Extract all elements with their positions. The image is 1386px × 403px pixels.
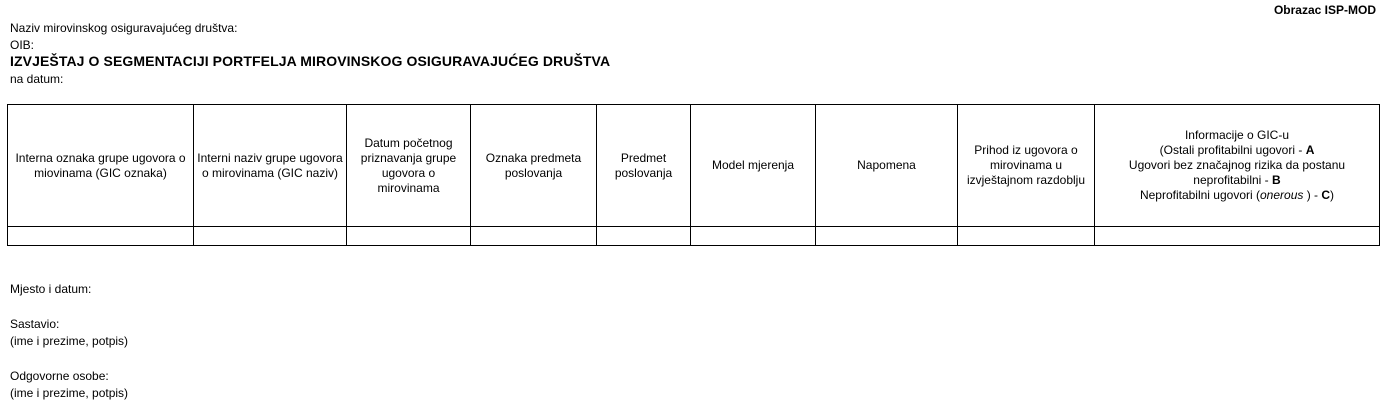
cell-gic-name[interactable] [194, 227, 347, 246]
gic-info-category-b: neprofitabilni - B [1193, 173, 1281, 187]
col-header-measurement-model: Model mjerenja [691, 105, 816, 227]
company-name-label: Naziv mirovinskog osiguravajućeg društva: [10, 21, 238, 35]
col-header-gic-name: Interni naziv grupe ugovora o mirovinama (GIC naziv) [194, 105, 347, 227]
col-header-gic-code: Interna oznaka grupe ugovora o miovinama (GIC oznaka) [8, 105, 194, 227]
place-date-label: Mjesto i datum: [10, 282, 92, 296]
cell-gic-code[interactable] [8, 227, 194, 246]
form-code: Obrazac ISP-MOD [1273, 3, 1376, 17]
segmentation-table [7, 104, 1380, 246]
gic-info-category-c: Neprofitabilni ugovori (onerous ) - C) [1139, 188, 1335, 202]
col-header-note: Napomena [816, 105, 958, 227]
col-header-initial-recognition-date: Datum početnog priznavanja grupe ugovora o mirovinama [347, 105, 471, 227]
table-header-row [8, 105, 1380, 227]
date-label: na datum: [10, 72, 64, 86]
oib-label: OIB: [10, 38, 35, 52]
col-header-business-line-code: Oznaka predmeta poslovanja [471, 105, 597, 227]
cell-gic-info[interactable] [1095, 227, 1380, 246]
gic-info-category-a: (Ostali profitabilni ugovori - A [1159, 143, 1315, 157]
responsible-persons-hint: (ime i prezime, potpis) [10, 386, 129, 400]
compiled-by-hint: (ime i prezime, potpis) [10, 334, 129, 348]
col-header-gic-info [1095, 105, 1380, 227]
responsible-persons-label: Odgovorne osobe: [10, 369, 109, 383]
col-header-business-line: Predmet poslovanja [597, 105, 691, 227]
col-header-revenue: Prihod iz ugovora o mirovinama u izvještajnom razdoblju [958, 105, 1095, 227]
cell-business-line-code[interactable] [471, 227, 597, 246]
cell-measurement-model[interactable] [691, 227, 816, 246]
cell-revenue[interactable] [958, 227, 1095, 246]
table-row [8, 227, 1380, 246]
cell-initial-recognition-date[interactable] [347, 227, 471, 246]
cell-business-line[interactable] [597, 227, 691, 246]
compiled-by-label: Sastavio: [10, 317, 60, 331]
cell-note[interactable] [816, 227, 958, 246]
gic-info-category-b-line1: Ugovori bez značajnog rizika da postanu [1128, 158, 1346, 172]
report-title: IZVJEŠTAJ O SEGMENTACIJI PORTFELJA MIROVINSKOG OSIGURAVAJUĆEG DRUŠTVA [10, 53, 611, 69]
gic-info-title: Informacije o GIC-u [1184, 128, 1290, 142]
